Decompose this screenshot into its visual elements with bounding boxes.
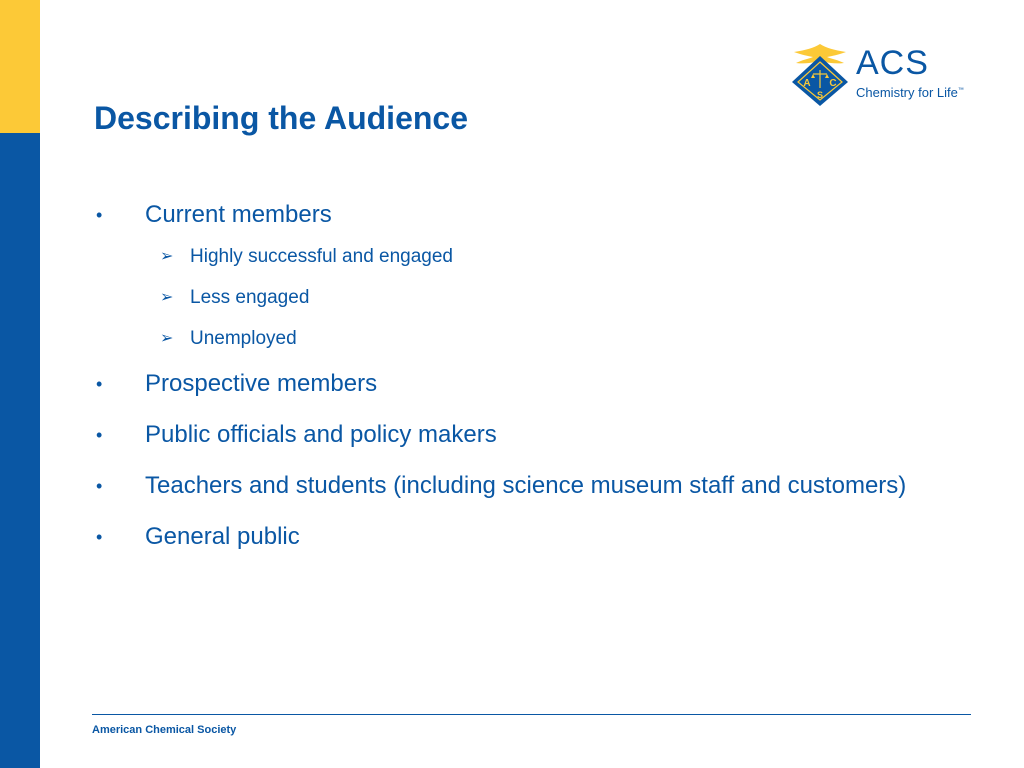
- footer-divider: [92, 714, 971, 715]
- bullet-text: Teachers and students (including science museum staff and customers): [145, 472, 907, 499]
- bullet-text: Prospective members: [145, 370, 378, 397]
- sub-bullet-text: Less engaged: [190, 287, 310, 308]
- acs-tagline-text: Chemistry for Life: [856, 85, 958, 100]
- slide-title: Describing the Audience: [94, 100, 468, 136]
- sub-bullet-text: Highly successful and engaged: [190, 246, 454, 267]
- bullet-dot-icon: •: [96, 374, 103, 394]
- arrow-bullet-icon: ➢: [160, 330, 174, 347]
- bullet-dot-icon: •: [96, 205, 103, 225]
- acs-logo: [786, 40, 986, 112]
- gold-accent-band: [0, 0, 40, 133]
- bullet-dot-icon: •: [96, 425, 103, 445]
- bullet-dot-icon: •: [96, 476, 103, 496]
- arrow-bullet-icon: ➢: [160, 248, 174, 265]
- acs-seal-icon: [786, 42, 854, 108]
- bullet-item: [94, 469, 934, 503]
- footer-organization: American Chemical Society: [92, 724, 237, 736]
- acs-wordmark: ACS: [856, 44, 929, 82]
- bullet-item: [94, 418, 934, 452]
- sub-bullet-item: [145, 285, 934, 311]
- bullet-item: [94, 520, 934, 554]
- sub-bullet-item: [145, 326, 934, 352]
- sub-bullet-item: [145, 244, 934, 270]
- sub-bullet-list: [145, 244, 934, 352]
- seal-letter-a: A: [803, 78, 811, 89]
- bullet-text: General public: [145, 523, 300, 550]
- bullet-dot-icon: •: [96, 527, 103, 547]
- sub-bullet-text: Unemployed: [190, 328, 297, 349]
- bullet-text: Public officials and policy makers: [145, 421, 497, 448]
- acs-tagline: [856, 86, 964, 99]
- seal-letter-s: S: [816, 90, 824, 100]
- bullet-item: [94, 198, 934, 352]
- bullet-text: Current members: [145, 201, 332, 228]
- seal-letter-c: C: [829, 78, 837, 89]
- arrow-bullet-icon: ➢: [160, 289, 174, 306]
- blue-accent-band: [0, 133, 40, 768]
- bullet-list: [94, 198, 934, 571]
- acs-logo-text: [856, 46, 964, 99]
- trademark-symbol: ™: [957, 87, 964, 94]
- bullet-item: [94, 367, 934, 401]
